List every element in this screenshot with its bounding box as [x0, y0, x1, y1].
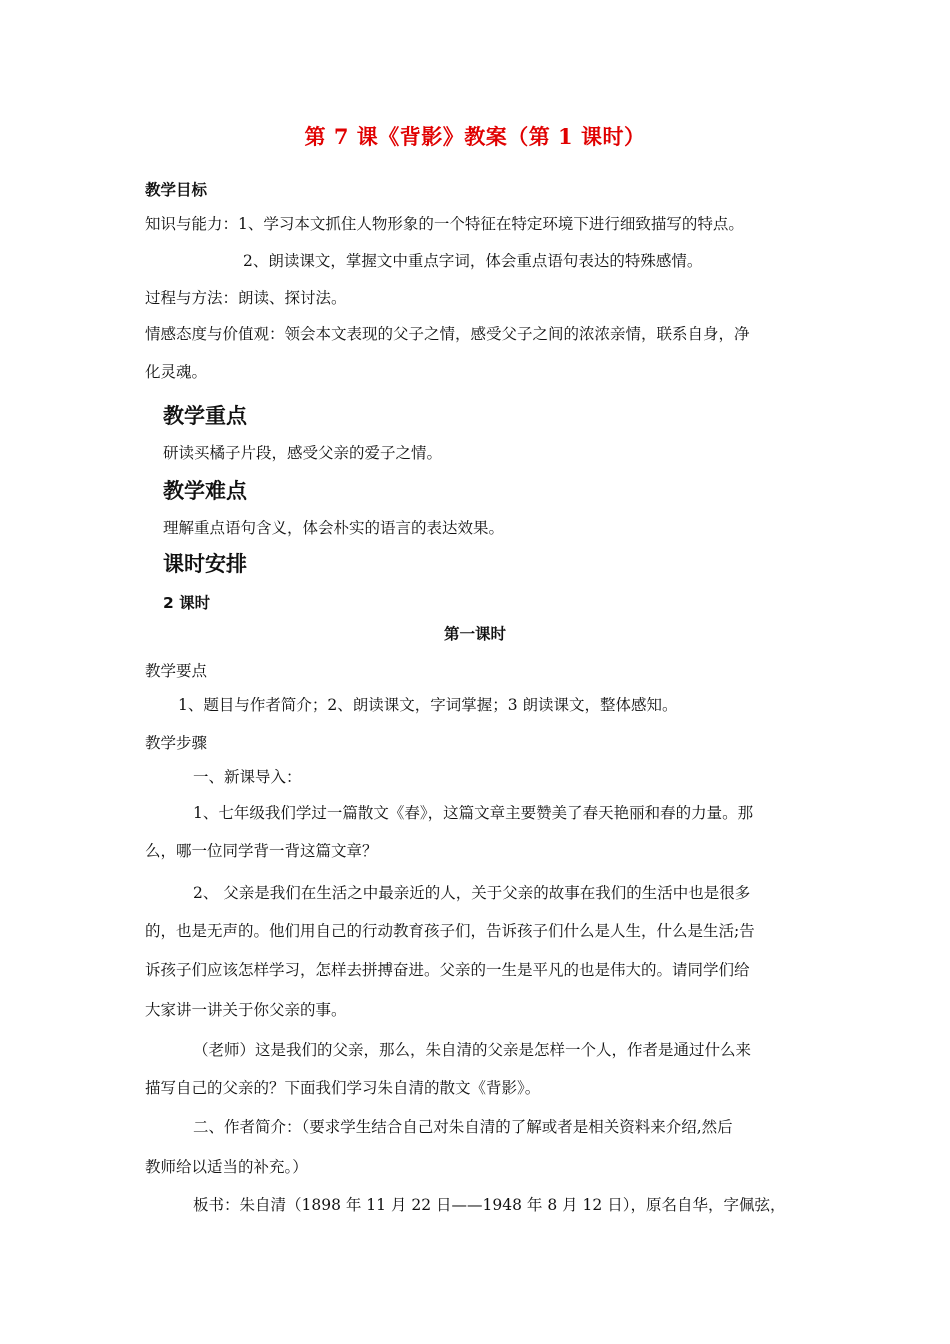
difficulty-heading: 教学难点	[163, 479, 247, 503]
points-text: 1、题目与作者简介；2、朗读课文，字词掌握；3 朗读课文，整体感知。	[178, 696, 678, 714]
step1-paragraph-2-line-1: 2、 父亲是我们在生活之中最亲近的人，关于父亲的故事在我们的生活中也是很多	[193, 884, 751, 902]
goal-knowledge: 知识与能力：1、学习本文抓住人物形象的一个特征在特定环境下进行细致描写的特点。	[145, 215, 744, 233]
steps-heading: 教学步骤	[145, 734, 208, 752]
step2-line-1: 二、作者简介：（要求学生结合自己对朱自清的了解或者是相关资料来介绍,然后	[193, 1118, 733, 1136]
step2-line-2: 教师给以适当的补充。）	[145, 1158, 308, 1176]
goal-emotion-line-2: 化灵魂。	[145, 363, 208, 381]
difficulty-text: 理解重点语句含义，体会朴实的语言的表达效果。	[163, 519, 505, 537]
goal-process: 过程与方法：朗读、探讨法。	[145, 289, 347, 307]
board-line-1: 板书：朱自清（1898 年 11 月 22 日——1948 年 8 月 12 日），原名自华，字佩弦，	[193, 1196, 786, 1214]
schedule-text: 2 课时	[163, 594, 211, 612]
step1-paragraph-1-line-1: 1、七年级我们学过一篇散文《春》，这篇文章主要赞美了春天艳丽和春的力量。那	[193, 804, 754, 822]
step1-paragraph-3-line-2: 描写自己的父亲的？下面我们学习朱自清的散文《背影》。	[145, 1079, 541, 1097]
step1-paragraph-2-line-3: 诉孩子们应该怎样学习，怎样去拼搏奋进。父亲的一生是平凡的也是伟大的。请同学们给	[145, 961, 750, 979]
key-text: 研读买橘子片段，感受父亲的爱子之情。	[163, 444, 443, 462]
step1-paragraph-2-line-4: 大家讲一讲关于你父亲的事。	[145, 1001, 347, 1019]
points-heading: 教学要点	[145, 662, 208, 680]
page-title: 第 7 课《背影》教案（第 1 课时）	[304, 124, 646, 149]
goal-knowledge-2: 2、朗读课文，掌握文中重点字词，体会重点语句表达的特殊感情。	[243, 252, 703, 270]
step1-paragraph-1-line-2: 么，哪一位同学背一背这篇文章？	[145, 842, 378, 860]
schedule-heading: 课时安排	[163, 552, 247, 576]
step1-paragraph-2-line-2: 的，也是无声的。他们用自己的行动教育孩子们，告诉孩子们什么是人生，什么是生活;告	[145, 922, 755, 940]
step1-heading: 一、新课导入：	[193, 768, 302, 786]
step1-paragraph-3-line-1: （老师）这是我们的父亲，那么，朱自清的父亲是怎样一个人，作者是通过什么来	[193, 1041, 752, 1059]
goals-heading: 教学目标	[145, 181, 208, 199]
lesson-heading: 第一课时	[443, 625, 506, 643]
key-heading: 教学重点	[163, 404, 247, 428]
goal-emotion-line-1: 情感态度与价值观：领会本文表现的父子之情，感受父子之间的浓浓亲情，联系自身，净	[145, 325, 750, 343]
